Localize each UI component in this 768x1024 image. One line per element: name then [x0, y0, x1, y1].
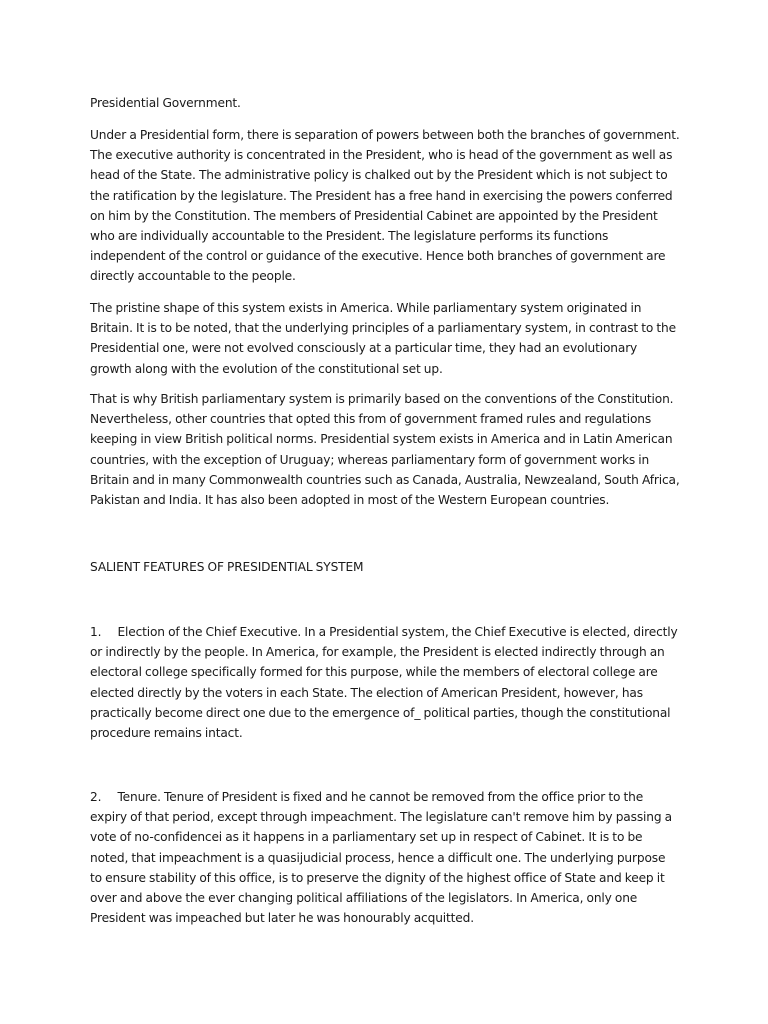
list-item-number: 2. [90, 790, 102, 804]
list-item-election [90, 622, 680, 743]
list-item-tenure [90, 787, 680, 928]
list-item-number: 1. [90, 625, 102, 639]
list-item-text: Tenure. Tenure of President is fixed and he cannot be removed from the office prior to the expiry of that period, except through impeachment. The legislature can't remove him by passing a vote of no-confidencei as it happens in a parliamentary set up in respect of Cabinet. It is to be noted, that impeachment is a quasijudicial process, hence a difficult one. The underlying purpose to ensure stability of this office, is to preserve the dignity of the highest office of State and keep it over and above the ever changing political affiliations of the legislators. In America, only one President was impeached but later he was honourably acquitted. [90, 790, 672, 926]
paragraph-separation-of-powers: Under a Presidential form, there is separation of powers between both the branches of government. The executive authority is concentrated in the President, who is head of the government as well as head of the State. The administrative policy is chalked out by the President which is not subject to the ratification by the legislature. The President has a free hand in exercising the powers conferred on him by the Constitution. The members of Presidential Cabinet are appointed by the President who are individually accountable to the President. The legislature performs its functions independent of the control or guidance of the executive. Hence both branches of government are directly accountable to the people. [90, 128, 680, 284]
document-title: Presidential Government. [90, 96, 241, 110]
paragraph-adoption: That is why British parliamentary system is primarily based on the conventions of the Constitution. Nevertheless, other countries that opted this from of government framed rules and regulations keeping in view British political norms. Presidential system exists in America and in Latin American countries, with the exception of Uruguay; whereas parliamentary form of government works in Britain and in many Commonwealth countries such as Canada, Australia, Newzealand, South Africa, Pakistan and India. It has also been adopted in most of the Western European countries. [90, 392, 680, 508]
section-heading: SALIENT FEATURES OF PRESIDENTIAL SYSTEM [90, 560, 364, 574]
list-item-text: Election of the Chief Executive. In a Presidential system, the Chief Executive is elected, directly or indirectly by the people. In America, for example, the President is elected indirectly through an electoral college specifically formed for this purpose, while the members of electoral college are elected directly by the voters in each State. The election of American President, however, has practically become direct one due to the emergence of_ political parties, though the constitutional procedure remains intact. [90, 625, 678, 741]
paragraph-origins: The pristine shape of this system exists in America. While parliamentary system originated in Britain. It is to be noted, that the underlying principles of a parliamentary system, in contrast to the Presidential one, were not evolved consciously at a particular time, they had an evolutionary growth along with the evolution of the constitutional set up. [90, 301, 676, 376]
